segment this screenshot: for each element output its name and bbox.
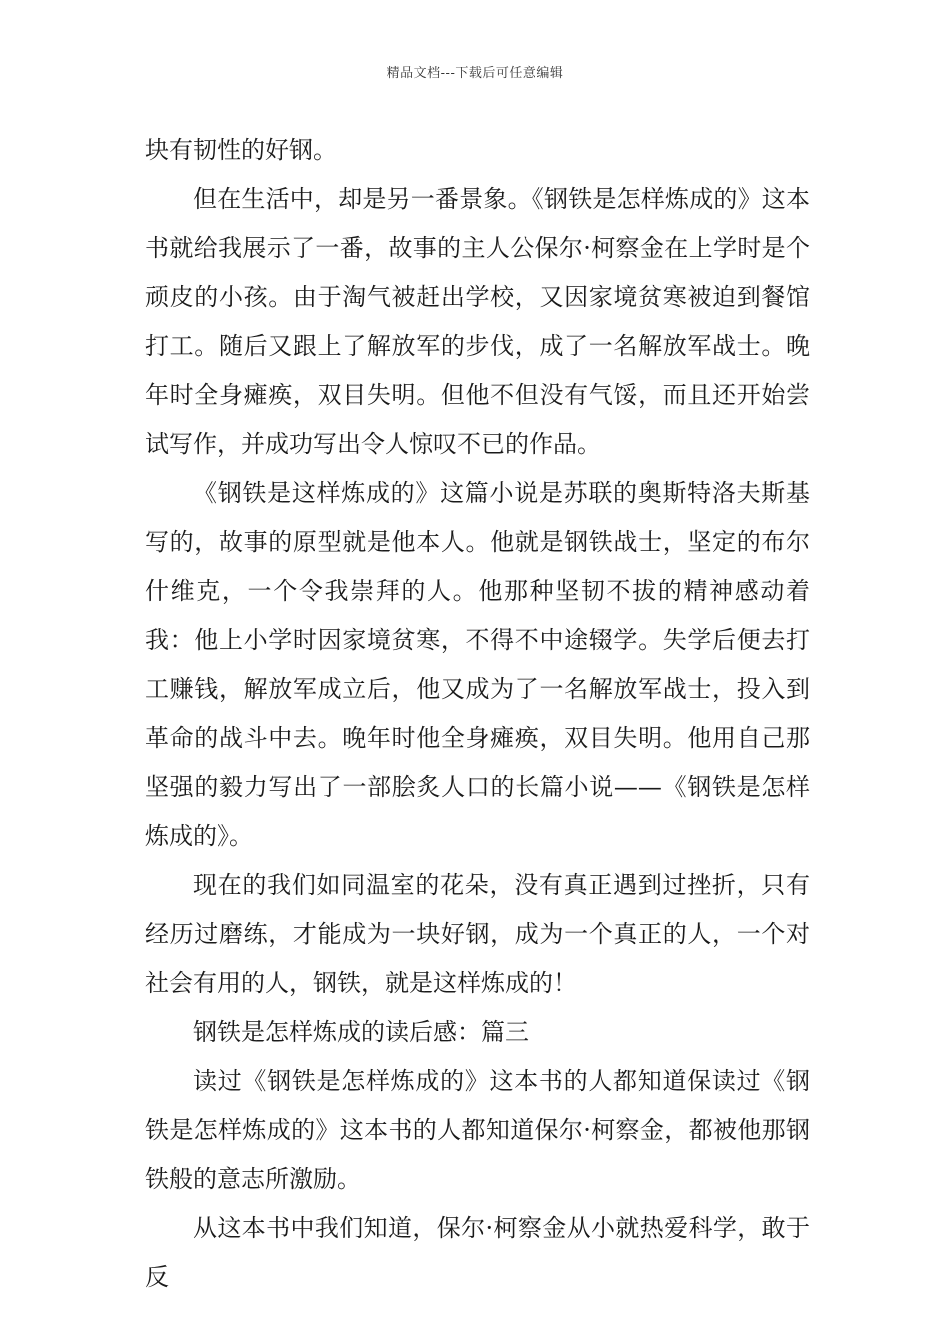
paragraph-2: 但在生活中，却是另一番景象。《钢铁是怎样炼成的》这本书就给我展示了一番，故事的主人公保尔·柯察金在上学时是个顽皮的小孩。由于淘气被赶出学校，又因家境贫寒被迫到餐馆打工。随后又跟上了解放军的步伐，成了一名解放军战士。晚年时全身瘫痪，双目失明。但他不但没有气馁，而且还开始尝试写作，并成功写出令人惊叹不已的作品。 (145, 185, 810, 458)
page-header: 精品文档---下载后可任意编辑 (386, 66, 564, 81)
paragraph-6: 从这本书中我们知道，保尔·柯察金从小就热爱科学，敢于反 (145, 1214, 810, 1291)
paragraph-5: 读过《钢铁是怎样炼成的》这本书的人都知道保读过《钢铁是怎样炼成的》这本书的人都知道保尔·柯察金，都被他那钢铁般的意志所激励。 (145, 1067, 810, 1193)
paragraph-3: 《钢铁是这样炼成的》这篇小说是苏联的奥斯特洛夫斯基写的，故事的原型就是他本人。他就是钢铁战士，坚定的布尔什维克，一个令我崇拜的人。他那种坚韧不拔的精神感动着我：他上小学时因家境贫寒，不得不中途辍学。失学后便去打工赚钱，解放军成立后，他又成为了一名解放军战士，投入到革命的战斗中去。晚年时他全身瘫痪，双目失明。他用自己那坚强的毅力写出了一部脍炙人口的长篇小说——《钢铁是怎样炼成的》。 (145, 479, 810, 850)
section-heading: 钢铁是怎样炼成的读后感：篇三 (193, 1018, 529, 1046)
paragraph-1: 块有韧性的好钢。 (145, 136, 337, 164)
document-body (145, 126, 810, 1302)
paragraph-4: 现在的我们如同温室的花朵，没有真正遇到过挫折，只有经历过磨练，才能成为一块好钢，成为一个真正的人，一个对社会有用的人，钢铁，就是这样炼成的！ (145, 871, 810, 997)
